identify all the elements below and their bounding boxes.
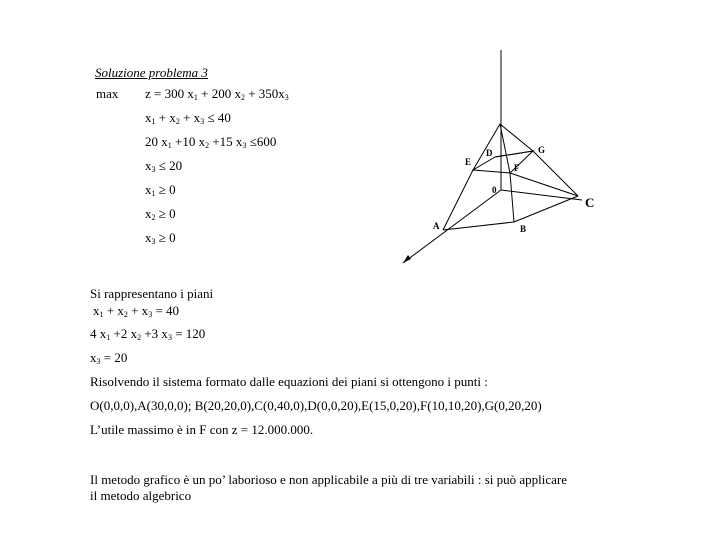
constraint-x3-nonneg: $x_3 \ge 0$ (145, 230, 176, 246)
label-d: D (486, 148, 493, 158)
x1-axis (403, 190, 501, 263)
plane-equation-3: $x_3 = 20$ (90, 350, 128, 366)
edge-f-b (510, 173, 514, 222)
edge-apex-e (473, 124, 500, 170)
constraint-x1-nonneg: $x_1 \ge 0$ (145, 182, 176, 198)
edge-e-a (443, 170, 473, 230)
constraint-capacity: $x_1 + x_2 + x_3 \le 40$ (145, 110, 231, 126)
solving-text: Risolvendo il sistema formato dalle equazioni dei piani si ottengono i punti : (90, 374, 488, 389)
label-f: F (514, 163, 520, 173)
edge-g-c (533, 151, 578, 196)
constraint-x3-limit: $x_3 \le 20$ (145, 158, 183, 174)
label-a: A (433, 221, 440, 231)
edge-a-b (443, 222, 514, 230)
solution-title: Soluzione problema 3 (95, 65, 208, 80)
constraint-x2-nonneg: $x_2 \ge 0$ (145, 206, 176, 222)
label-c: C (585, 195, 595, 210)
x2-axis (501, 190, 582, 200)
plane-equation-1: $x_1 + x_2 + x_3 = 40$ (93, 303, 180, 319)
edge-b-c (514, 196, 578, 222)
label-e: E (465, 157, 472, 167)
constraint-resource: 20 $x_1 +10$ $x_2 +15$ $x_3 \le 600$ (145, 134, 277, 150)
objective-label: max (96, 86, 119, 101)
points-list: O(0,0,0),A(30,0,0); B(20,20,0),C(0,40,0),D(0,0,20),E(15,0,20),F(10,10,20),G(0,20,20) (90, 398, 542, 413)
plane-equation-2: 4 $x_1 +2$ $x_2 +3$ $x_3 = 120$ (90, 326, 206, 342)
note-line-1: Il metodo grafico è un po’ laborioso e non applicabile a più di tre variabili : si può applicare (90, 472, 567, 487)
optimum-text: L’utile massimo è in F con z = 12.000.000. (90, 422, 314, 437)
x1-arrow-icon (403, 255, 411, 263)
objective-function: z = 300 $x_1 + 200$ $x_2 + 350x_3$ (145, 86, 289, 102)
planes-intro: Si rappresentano i piani (90, 286, 214, 301)
label-b: B (520, 224, 527, 234)
note-line-2: il metodo algebrico (90, 488, 192, 503)
label-g: G (538, 145, 546, 155)
label-origin: 0 (492, 185, 497, 195)
